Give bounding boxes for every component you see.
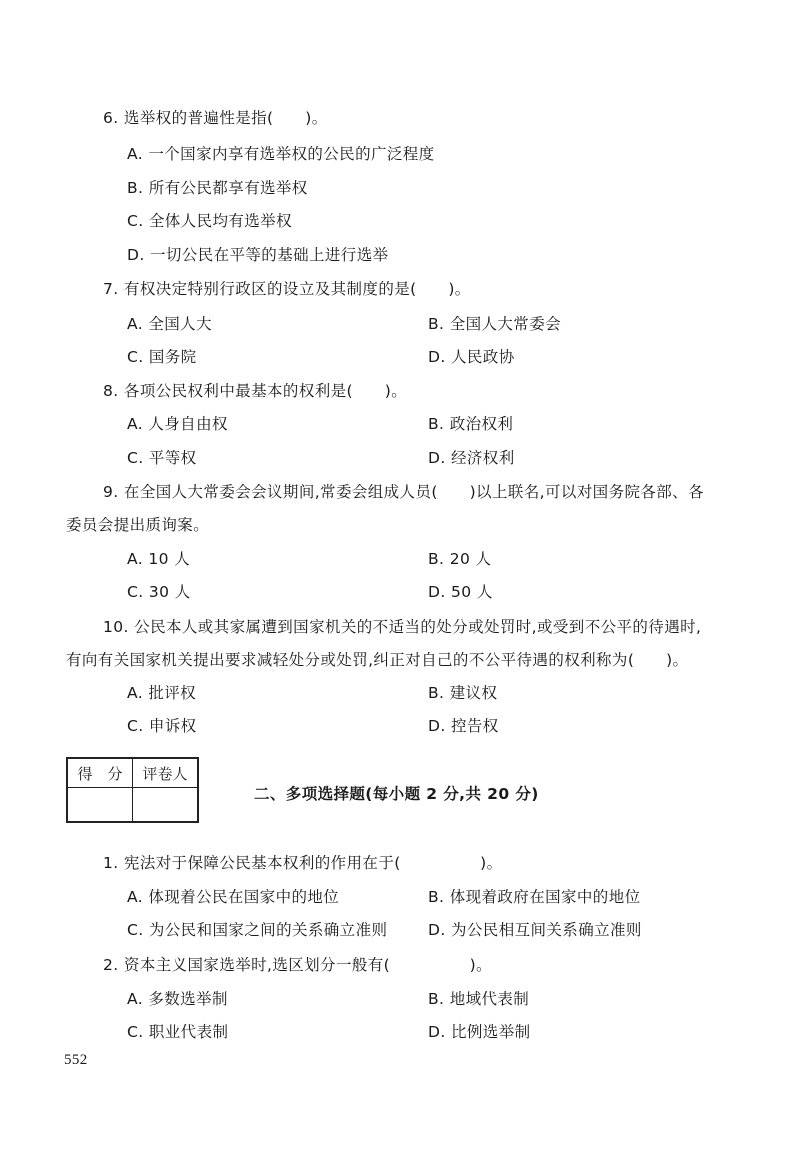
q9-option-c: C. 30 人 xyxy=(127,583,191,601)
grader-label: 评卷人 xyxy=(133,758,199,788)
section-2-title: 二、多项选择题(每小题 2 分,共 20 分) xyxy=(254,785,539,803)
page-number: 552 xyxy=(64,1052,88,1068)
score-entry-cell xyxy=(67,788,133,823)
m1-option-a: A. 体现着公民在国家中的地位 xyxy=(127,888,340,906)
q6-stem: 6. 选举权的普遍性是指( )。 xyxy=(103,109,328,127)
m2-option-c: C. 职业代表制 xyxy=(127,1023,229,1041)
m2-option-a: A. 多数选举制 xyxy=(127,990,228,1008)
q6-option-c: C. 全体人民均有选举权 xyxy=(127,212,292,230)
m1-option-c: C. 为公民和国家之间的关系确立准则 xyxy=(127,921,388,939)
q9-option-b: B. 20 人 xyxy=(428,550,492,568)
q6-option-b: B. 所有公民都享有选举权 xyxy=(127,179,308,197)
q8-option-d: D. 经济权利 xyxy=(428,449,515,467)
q7-stem: 7. 有权决定特别行政区的设立及其制度的是( )。 xyxy=(103,280,471,298)
q7-option-a: A. 全国人大 xyxy=(127,315,212,333)
score-label: 得 分 xyxy=(67,758,133,788)
q10-option-b: B. 建议权 xyxy=(428,684,498,702)
m1-stem: 1. 宪法对于保障公民基本权利的作用在于( )。 xyxy=(103,854,503,872)
q10-option-c: C. 申诉权 xyxy=(127,717,197,735)
q6-option-a: A. 一个国家内享有选举权的公民的广泛程度 xyxy=(127,145,435,163)
m2-option-b: B. 地域代表制 xyxy=(428,990,530,1008)
q7-option-b: B. 全国人大常委会 xyxy=(428,315,561,333)
q7-option-d: D. 人民政协 xyxy=(428,348,515,366)
m2-option-d: D. 比例选举制 xyxy=(428,1023,531,1041)
q9-option-d: D. 50 人 xyxy=(428,583,493,601)
q8-option-a: A. 人身自由权 xyxy=(127,415,228,433)
q10-option-a: A. 批评权 xyxy=(127,684,197,702)
q7-option-c: C. 国务院 xyxy=(127,348,197,366)
m2-stem: 2. 资本主义国家选举时,选区划分一般有( )。 xyxy=(103,956,492,974)
q9-option-a: A. 10 人 xyxy=(127,550,191,568)
q10-stem-line2: 有向有关国家机关提出要求减轻处分或处罚,纠正对自己的不公平待遇的权利称为( )。 xyxy=(66,651,689,669)
q10-option-d: D. 控告权 xyxy=(428,717,499,735)
m1-option-b: B. 体现着政府在国家中的地位 xyxy=(428,888,641,906)
grader-entry-cell xyxy=(133,788,199,823)
score-table xyxy=(66,757,199,823)
m1-option-d: D. 为公民相互间关系确立准则 xyxy=(428,921,642,939)
q8-option-b: B. 政治权利 xyxy=(428,415,514,433)
q9-stem-line2: 委员会提出质询案。 xyxy=(66,516,210,534)
q8-option-c: C. 平等权 xyxy=(127,449,197,467)
q10-stem-line1: 10. 公民本人或其家属遭到国家机关的不适当的处分或处罚时,或受到不公平的待遇时, xyxy=(103,618,702,636)
q8-stem: 8. 各项公民权利中最基本的权利是( )。 xyxy=(103,382,408,400)
q9-stem-line1: 9. 在全国人大常委会会议期间,常委会组成人员( )以上联名,可以对国务院各部、各 xyxy=(103,483,704,501)
q6-option-d: D. 一切公民在平等的基础上进行选举 xyxy=(127,246,389,264)
